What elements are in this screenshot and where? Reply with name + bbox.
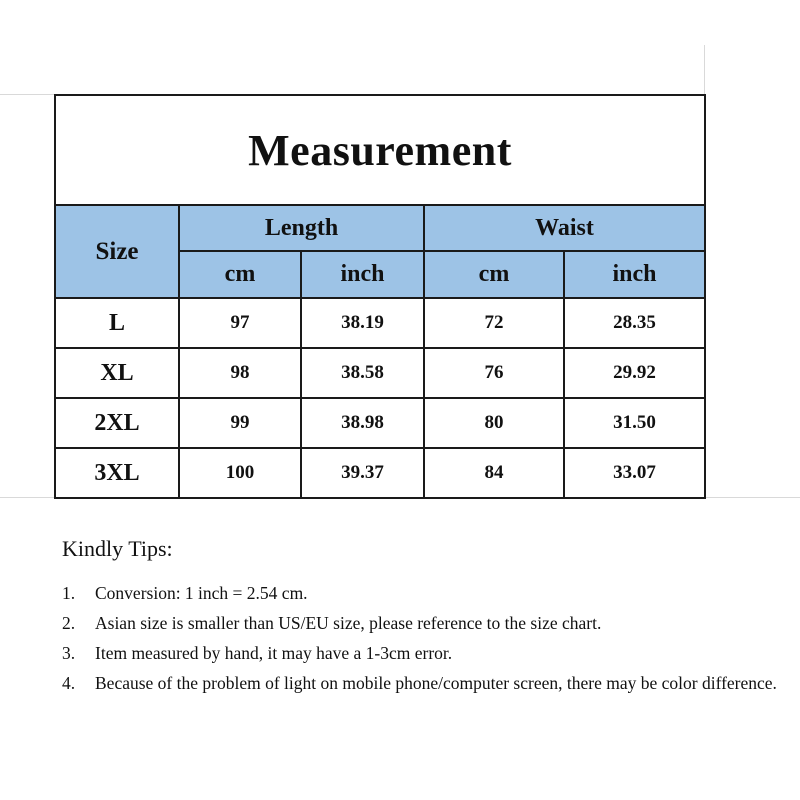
value-cell: 84 (424, 448, 564, 498)
value-cell: 98 (179, 348, 301, 398)
unit-header-length-inch: inch (301, 251, 424, 298)
unit-header-waist-cm: cm (424, 251, 564, 298)
list-item (62, 608, 792, 638)
chart-title: Measurement (55, 95, 705, 205)
list-item-text: Because of the problem of light on mobile phone/computer screen, there may be color difference. (95, 673, 777, 693)
list-item-number: 3. (62, 643, 76, 663)
value-cell: 38.98 (301, 398, 424, 448)
list-item-number: 1. (62, 583, 76, 603)
value-cell: 97 (179, 298, 301, 348)
table-row (55, 448, 705, 498)
value-cell: 80 (424, 398, 564, 448)
size-header: Size (55, 205, 179, 298)
list-item (62, 638, 792, 668)
value-cell: 38.58 (301, 348, 424, 398)
list-item-text: Conversion: 1 inch = 2.54 cm. (95, 583, 308, 603)
size-cell: 3XL (55, 448, 179, 498)
title-row (55, 95, 705, 205)
list-item-text: Item measured by hand, it may have a 1-3cm error. (95, 643, 453, 663)
list-item-number: 4. (62, 673, 76, 693)
value-cell: 38.19 (301, 298, 424, 348)
list-item-number: 2. (62, 613, 76, 633)
table-row (55, 298, 705, 348)
size-cell: XL (55, 348, 179, 398)
value-cell: 39.37 (301, 448, 424, 498)
value-cell: 31.50 (564, 398, 705, 448)
table-row (55, 398, 705, 448)
value-cell: 28.35 (564, 298, 705, 348)
value-cell: 99 (179, 398, 301, 448)
list-item-text: Asian size is smaller than US/EU size, please reference to the size chart. (95, 613, 602, 633)
size-chart-table (54, 94, 706, 499)
value-cell: 29.92 (564, 348, 705, 398)
unit-header-waist-inch: inch (564, 251, 705, 298)
value-cell: 76 (424, 348, 564, 398)
size-cell: 2XL (55, 398, 179, 448)
tips-list (62, 578, 792, 698)
unit-header-length-cm: cm (179, 251, 301, 298)
tips-section (62, 536, 792, 698)
table-row (55, 348, 705, 398)
value-cell: 33.07 (564, 448, 705, 498)
guide-line-top (0, 94, 54, 95)
value-cell: 100 (179, 448, 301, 498)
header-row-groups (55, 205, 705, 251)
guide-line-right (704, 45, 705, 95)
value-cell: 72 (424, 298, 564, 348)
list-item (62, 668, 792, 698)
length-header: Length (179, 205, 424, 251)
waist-header: Waist (424, 205, 705, 251)
size-cell: L (55, 298, 179, 348)
tips-title: Kindly Tips: (62, 536, 173, 561)
list-item (62, 578, 792, 608)
